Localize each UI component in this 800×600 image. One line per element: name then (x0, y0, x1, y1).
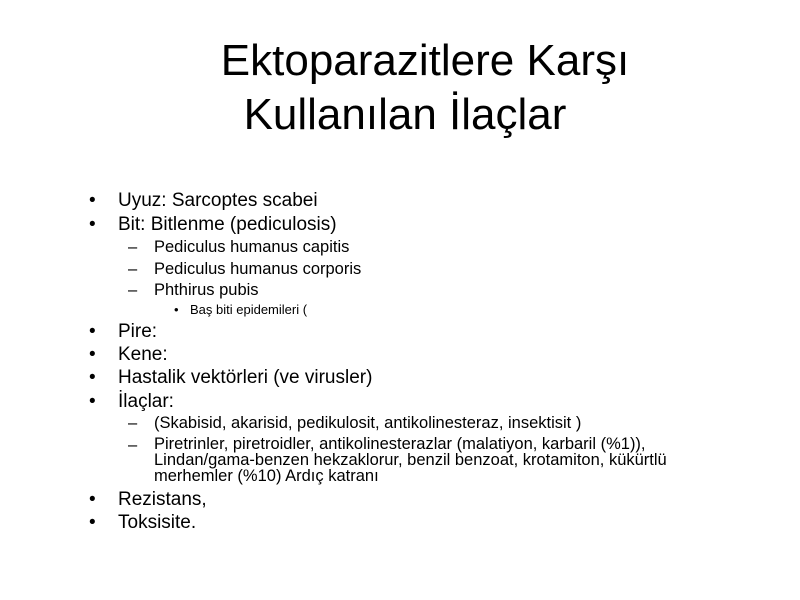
bullet-icon: • (89, 367, 96, 388)
bullet-icon: • (89, 214, 96, 235)
list-item-text: Kene: (118, 344, 168, 365)
list-item-text: Pire: (118, 321, 158, 342)
dash-icon: – (128, 281, 138, 299)
dash-icon: – (128, 238, 138, 256)
list-item-text: İlaçlar: (118, 391, 174, 412)
list-item-text: Piretrinler, piretroidler, antikolinesterazlar (malatiyon, karbaril (%1)), Lindan/gama-benzen hekzaklorur, benzil benzoat, krotamiton, kükürtlü merhemler (%10) Ardıç katranı (154, 435, 667, 485)
slide-title (0, 34, 800, 142)
slide-title-line-2: Kullanılan İlaçlar (243, 90, 567, 139)
dash-icon: – (128, 260, 138, 278)
list-item-text: Pediculus humanus corporis (154, 260, 362, 278)
bullet-icon: • (89, 391, 96, 412)
list-item-text: Baş biti epidemileri ( (190, 302, 308, 317)
list-item-text: Rezistans, (118, 489, 207, 510)
list-item-text: Uyuz: Sarcoptes scabei (118, 190, 318, 211)
list-item-text: Phthirus pubis (154, 281, 259, 299)
bullet-icon: • (89, 512, 96, 533)
bullet-icon: • (89, 321, 96, 342)
list-item-text: (Skabisid, akarisid, pedikulosit, antikolinesteraz, insektisit ) (154, 414, 582, 432)
list-item-text: Pediculus humanus capitis (154, 238, 350, 256)
slide-title-line-1: Ektoparazitlere Karşı (220, 36, 630, 85)
bullet-icon: • (89, 190, 96, 211)
bullet-icon: • (89, 344, 96, 365)
bullet-icon: • (174, 302, 179, 317)
list-item-text: Toksisite. (118, 512, 197, 533)
list-item-text: Bit: Bitlenme (pediculosis) (118, 214, 337, 235)
list-item-text: Hastalik vektörleri (ve virusler) (118, 367, 373, 388)
dash-icon: – (128, 436, 138, 454)
bullet-icon: • (89, 489, 96, 510)
dash-icon: – (128, 414, 138, 432)
